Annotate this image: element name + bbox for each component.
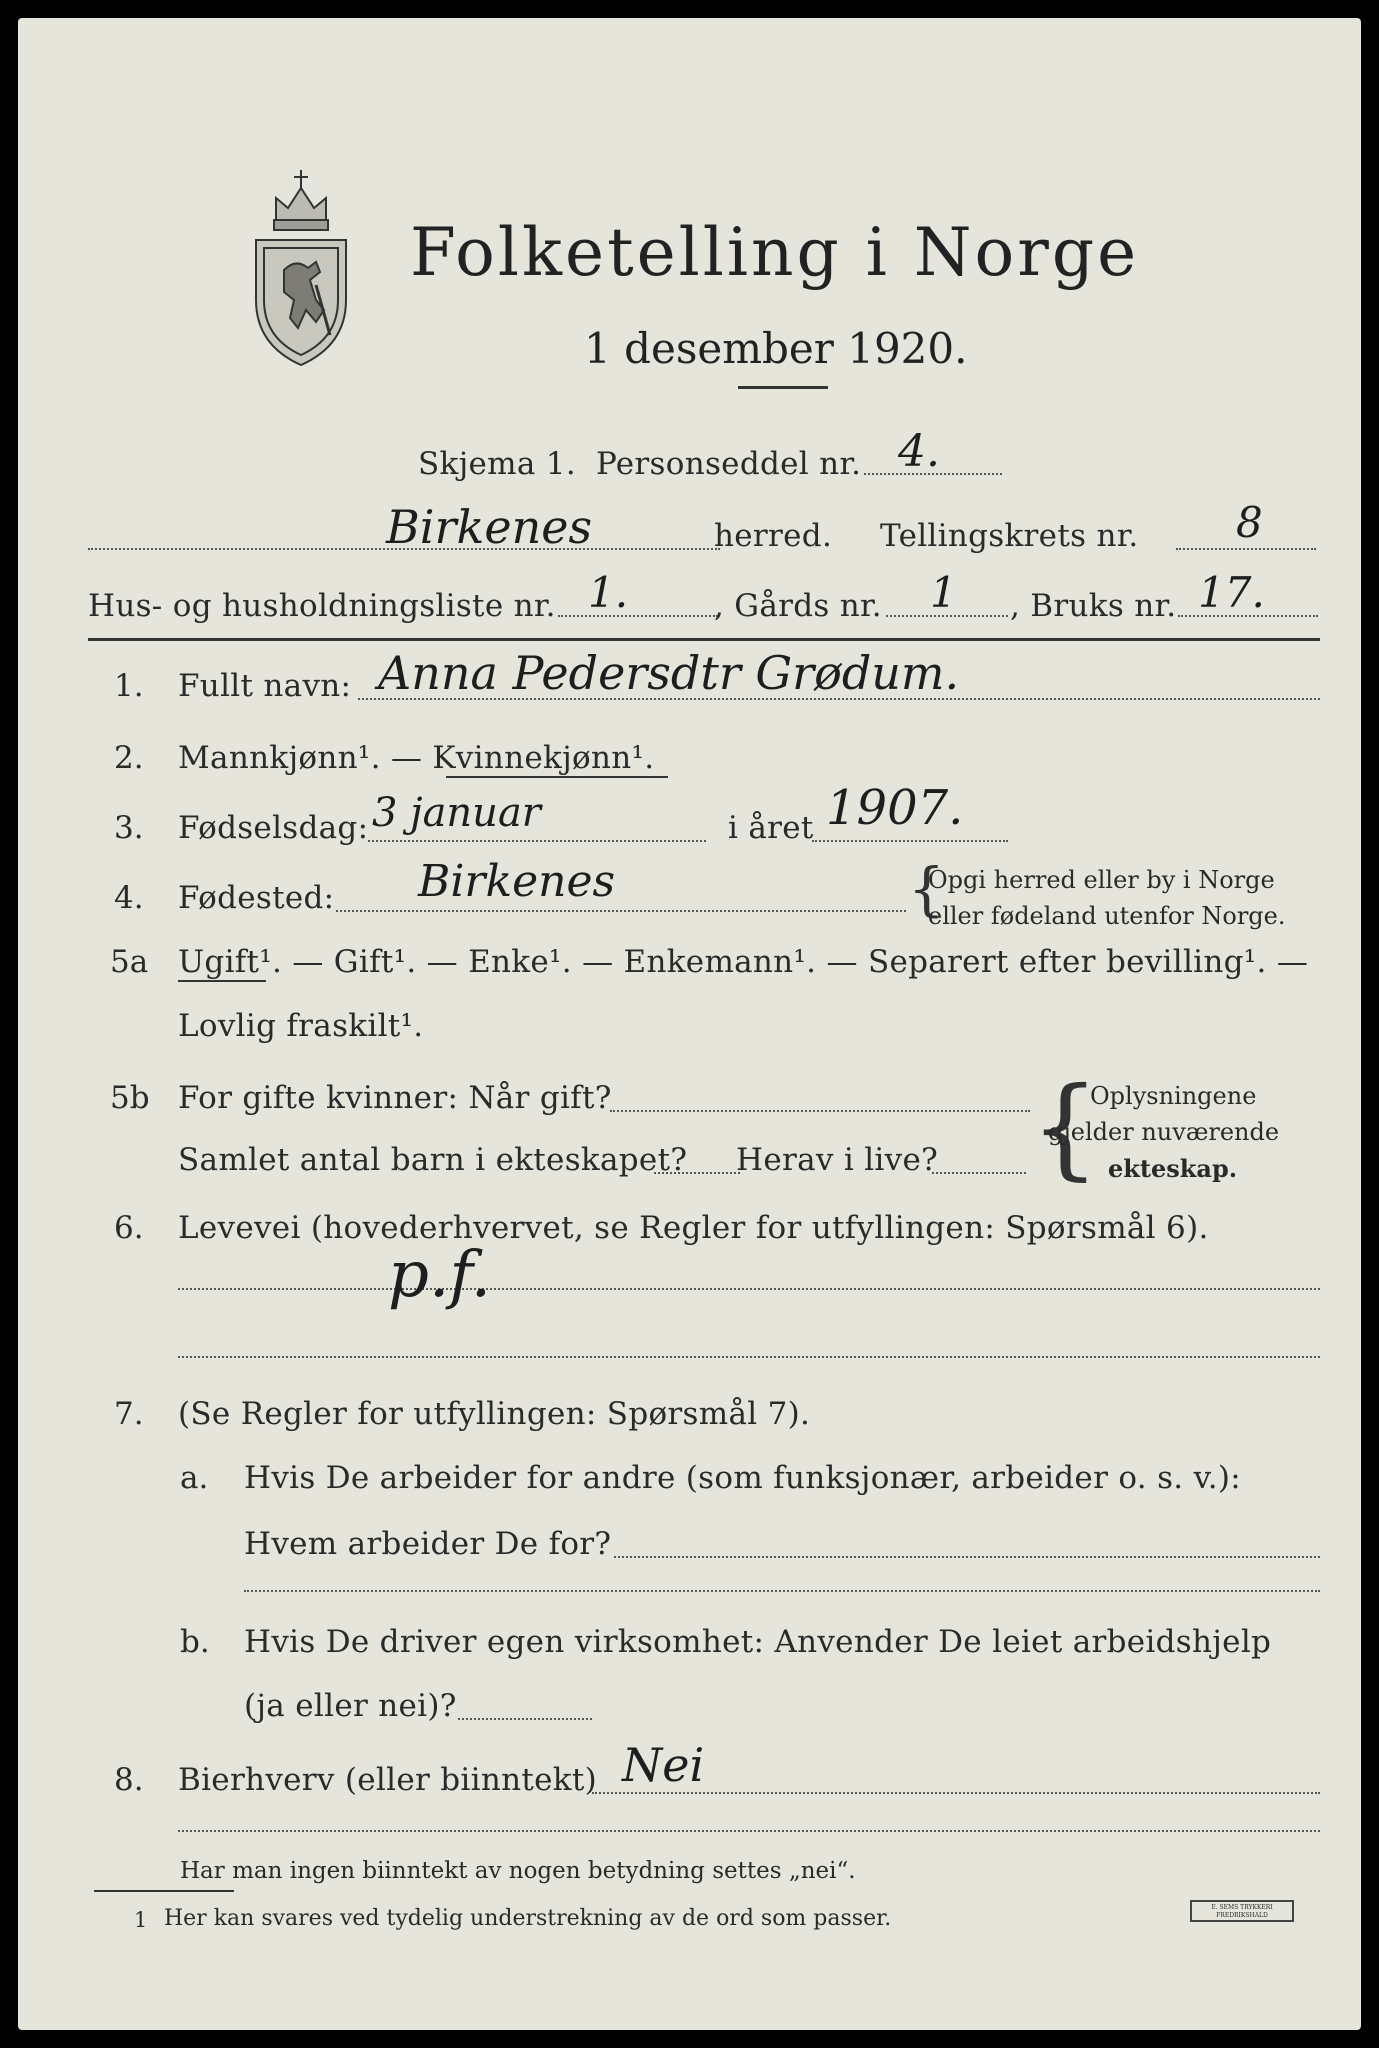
header-divider — [88, 638, 1320, 641]
q7b-line1: Hvis De driver egen virksomhet: Anvender De leiet arbeidshjelp — [244, 1624, 1272, 1660]
title-divider — [738, 386, 828, 389]
q6-label: Levevei (hovederhvervet, se Regler for utfyllingen: Spørsmål 6). — [178, 1210, 1209, 1246]
hired-help-field[interactable] — [458, 1718, 592, 1720]
q6-number: 6. — [114, 1210, 144, 1246]
q8-label: Bierhverv (eller biinntekt) — [178, 1762, 598, 1798]
tellingskrets-field[interactable] — [1176, 548, 1316, 550]
marital-status-options[interactable]: Ugift¹. — Gift¹. — Enke¹. — Enkemann¹. — Separert efter bevilling¹. — — [178, 944, 1309, 980]
side-income-field-2[interactable] — [178, 1830, 1320, 1832]
q1-label: Fullt navn: — [178, 668, 352, 704]
q5b-line1: For gifte kvinner: Når gift? — [178, 1080, 612, 1116]
birth-year-field[interactable] — [812, 840, 1008, 842]
bruks-label: , Bruks nr. — [1010, 588, 1177, 624]
birthday-value: 3 januar — [372, 790, 541, 836]
tellingskrets-value: 8 — [1236, 498, 1263, 547]
q4-number: 4. — [114, 880, 144, 916]
children-alive-field[interactable] — [932, 1172, 1026, 1174]
personseddel-label: Personseddel nr. — [596, 446, 862, 482]
q7b-letter: b. — [180, 1624, 210, 1660]
bruks-value: 17. — [1198, 568, 1265, 617]
employer-field-2[interactable] — [244, 1590, 1320, 1592]
children-total-field[interactable] — [654, 1172, 740, 1174]
printer-stamp-line2: FREDRIKSHALD — [1216, 1912, 1268, 1919]
occupation-field[interactable] — [178, 1288, 1320, 1290]
gender-options[interactable]: Mannkjønn¹. — Kvinnekjønn¹. — [178, 740, 655, 776]
q5a-number: 5a — [110, 944, 149, 980]
employer-field[interactable] — [614, 1556, 1320, 1558]
q5b-note-line2: gjelder nuværende — [1048, 1118, 1280, 1146]
footnote-text: Her kan svares ved tydelig understrekning av de ord som passer. — [164, 1906, 892, 1931]
q2-number: 2. — [114, 740, 144, 776]
footnote-divider — [94, 1890, 234, 1892]
gards-label: , Gårds nr. — [714, 588, 882, 624]
herred-value: Birkenes — [386, 500, 593, 554]
q5b-note-line1: Oplysningene — [1090, 1082, 1257, 1110]
printer-stamp-line1: E. SEMS TRYKKERI — [1211, 1904, 1273, 1911]
q1-number: 1. — [114, 668, 144, 704]
herred-label: herred. — [714, 518, 833, 554]
q4-note-line2: eller fødeland utenfor Norge. — [928, 902, 1286, 930]
q3-label: Fødselsdag: — [178, 810, 369, 846]
tellingskrets-label: Tellingskrets nr. — [880, 518, 1139, 554]
q4-note-brace: { — [908, 855, 945, 923]
marital-status-underline — [178, 980, 266, 982]
q4-label: Fødested: — [178, 880, 335, 916]
birthplace-field[interactable] — [336, 910, 906, 912]
skjema-label: Skjema 1. — [418, 446, 576, 482]
hus-value: 1. — [588, 568, 629, 617]
q7-label: (Se Regler for utfyllingen: Spørsmål 7). — [178, 1396, 811, 1432]
biinntekt-note: Har man ingen biinntekt av nogen betydning settes „nei“. — [180, 1858, 856, 1884]
q4-note-line1: Opgi herred eller by i Norge — [928, 866, 1275, 894]
side-income-value: Nei — [622, 1738, 705, 1792]
marital-status-options-2[interactable]: Lovlig fraskilt¹. — [178, 1008, 424, 1044]
hus-field[interactable] — [558, 615, 718, 617]
personseddel-value: 4. — [898, 426, 940, 477]
q7a-letter: a. — [180, 1460, 209, 1496]
q7b-line2: (ja eller nei)? — [244, 1688, 457, 1724]
gender-underline — [446, 776, 668, 778]
q3-number: 3. — [114, 810, 144, 846]
footnote-number: 1 — [134, 1908, 148, 1932]
occupation-value: p.f. — [388, 1238, 492, 1312]
birth-year-value: 1907. — [826, 780, 964, 836]
q5b-note-line3: ekteskap. — [1108, 1154, 1238, 1183]
birth-year-label: i året — [728, 810, 814, 846]
full-name-value: Anna Pedersdtr Grødum. — [378, 646, 960, 700]
q7a-line1: Hvis De arbeider for andre (som funksjonær, arbeider o. s. v.): — [244, 1460, 1242, 1496]
hus-label: Hus- og husholdningsliste nr. — [88, 588, 556, 624]
q5b-number: 5b — [110, 1080, 150, 1116]
q5b-note-brace: { — [1030, 1063, 1100, 1191]
birthday-field[interactable] — [368, 840, 706, 842]
birthplace-value: Birkenes — [418, 856, 616, 907]
gards-value: 1 — [930, 568, 957, 617]
census-date: 1 desember 1920. — [584, 324, 968, 373]
norway-coat-of-arms-icon — [246, 150, 356, 370]
census-form-page — [18, 18, 1361, 2030]
side-income-field[interactable] — [592, 1792, 1320, 1794]
printer-stamp — [1190, 1900, 1294, 1922]
q5b-alive-label: Herav i live? — [736, 1142, 939, 1178]
q8-number: 8. — [114, 1762, 144, 1798]
form-title: Folketelling i Norge — [410, 214, 1140, 291]
married-when-field[interactable] — [610, 1110, 1030, 1112]
q5b-children-label: Samlet antal barn i ekteskapet? — [178, 1142, 688, 1178]
q7-number: 7. — [114, 1396, 144, 1432]
q7a-line2: Hvem arbeider De for? — [244, 1526, 612, 1562]
occupation-field-2[interactable] — [178, 1356, 1320, 1358]
